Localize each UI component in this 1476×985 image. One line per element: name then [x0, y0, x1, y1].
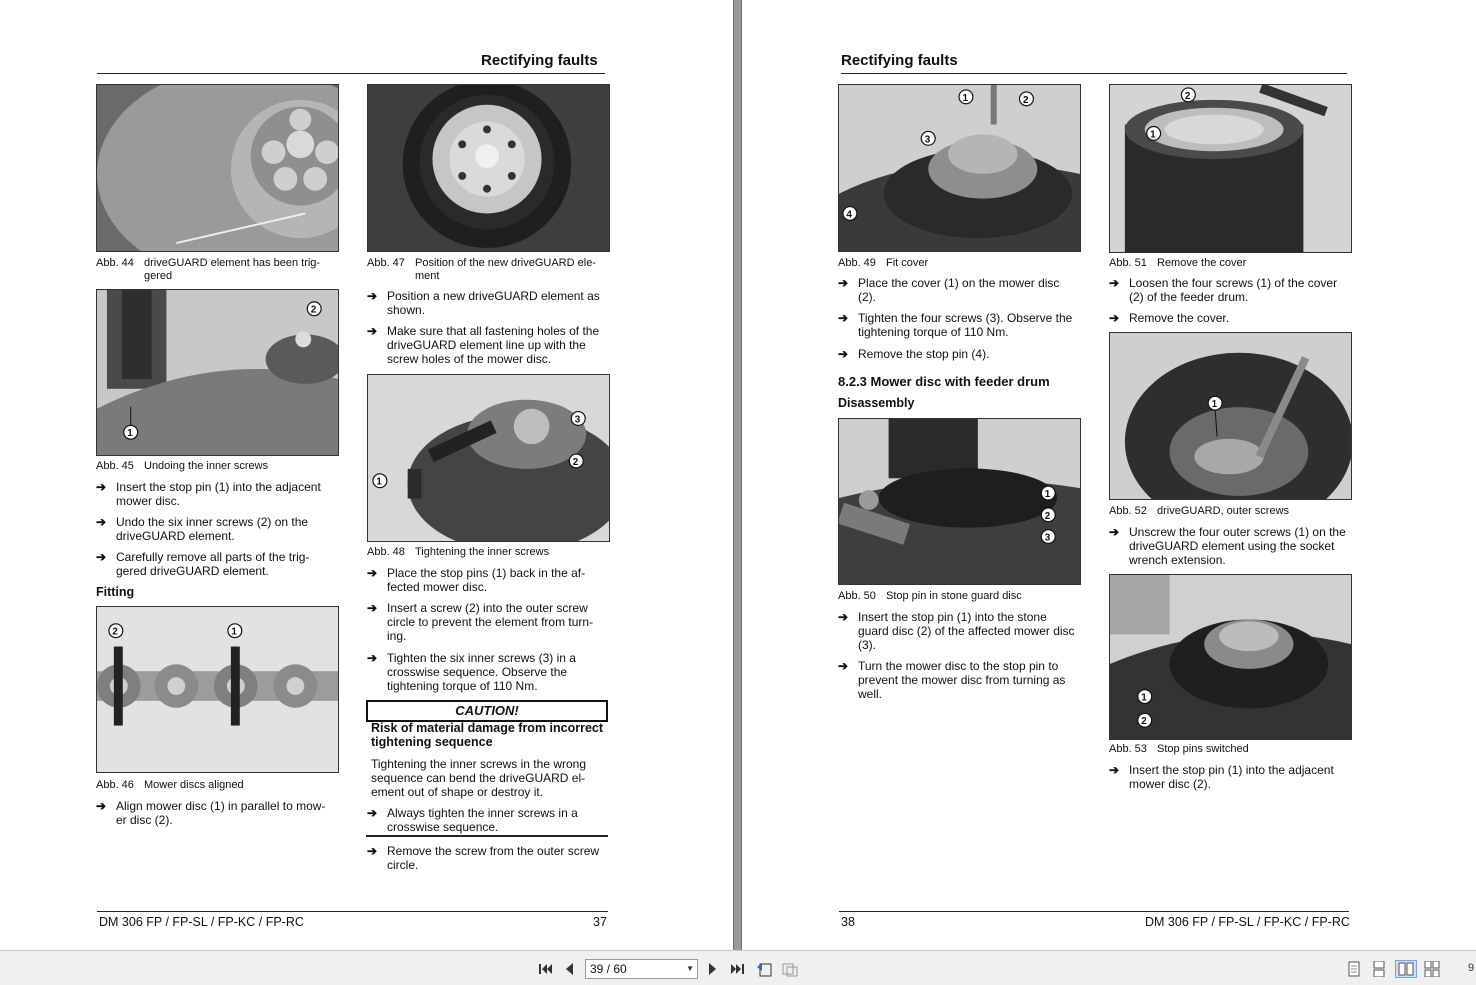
figure-45-caption — [96, 460, 336, 473]
figure-48-photo — [367, 374, 610, 542]
instruction-step: ➔ Turn the mower disc to the stop pin to prevent the mower disc from turning as well. — [838, 659, 1066, 701]
figure-53-photo — [1109, 574, 1352, 740]
instruction-step: ➔ Insert the stop pin (1) into the adjacent mower disc (2). — [1109, 763, 1334, 791]
figure-number: Abb. 46 — [96, 779, 134, 791]
header-rule — [841, 73, 1347, 74]
go-forward-view-icon — [782, 961, 798, 977]
subheading-disassembly: Disassembly — [838, 396, 915, 410]
figure-48-caption — [367, 546, 607, 559]
figure-46-caption — [96, 779, 336, 792]
figure-49-photo — [838, 84, 1081, 252]
page-indicator-text: 39 / 60 — [590, 962, 627, 976]
prev-page-icon — [565, 963, 575, 975]
callout-1: 1 — [1044, 489, 1051, 501]
previous-page-button[interactable] — [561, 960, 579, 978]
figure-title: Stop pins switched — [1157, 743, 1249, 755]
figure-title: Undoing the inner screws — [144, 460, 269, 472]
right-document-page — [742, 0, 1476, 950]
page-header-title: Rectifying faults — [841, 52, 958, 69]
callout-1: 1 — [1211, 399, 1218, 411]
figure-number: Abb. 45 — [96, 460, 134, 472]
figure-number: Abb. 47 — [367, 257, 405, 269]
figure-title: Position of the new driveGUARD ele-ment — [415, 257, 596, 282]
callout-1: 1 — [231, 626, 237, 638]
figure-52-caption — [1109, 505, 1349, 518]
caution-body: Tightening the inner screws in the wrong sequence can bend the driveGUARD el-ement out of shape or destroy it. — [371, 757, 587, 799]
callout-3: 3 — [574, 414, 581, 426]
subheading-fitting: Fitting — [96, 585, 135, 599]
figure-44-photo — [96, 84, 339, 252]
instruction-step: ➔ Undo the six inner screws (2) on the driveGUARD element. — [96, 515, 309, 543]
figure-title: Fit cover — [886, 257, 929, 269]
footer-rule — [839, 911, 1349, 912]
single-page-view-button[interactable] — [1345, 960, 1363, 978]
figure-47-caption — [367, 257, 607, 283]
footer-page-number: 38 — [841, 915, 855, 929]
section-heading: 8.2.3 Mower disc with feeder drum — [838, 374, 1050, 389]
callout-2: 2 — [1044, 510, 1051, 522]
left-document-page — [0, 0, 733, 950]
instruction-step: ➔ Place the cover (1) on the mower disc (2). — [838, 276, 1060, 304]
first-page-icon — [539, 963, 553, 975]
caution-instruction-step: ➔ Always tighten the inner screws in a crosswise sequence. — [367, 806, 578, 834]
callout-1: 1 — [1150, 129, 1156, 141]
footer-rule — [97, 911, 608, 912]
callout-1: 1 — [1141, 692, 1147, 704]
callout-3: 3 — [924, 134, 931, 146]
figure-title: Remove the cover — [1157, 257, 1247, 269]
figure-number: Abb. 44 — [96, 257, 134, 269]
figure-title: Mower discs aligned — [144, 779, 244, 791]
page-number-input[interactable] — [585, 959, 698, 979]
continuous-view-icon — [1373, 961, 1385, 977]
figure-title: driveGUARD, outer screws — [1157, 505, 1290, 517]
figure-number: Abb. 50 — [838, 590, 876, 602]
figure-52-photo — [1109, 332, 1352, 500]
callout-2: 2 — [1022, 94, 1029, 106]
figure-46-photo — [96, 606, 339, 773]
last-page-icon — [730, 963, 744, 975]
single-page-view-icon — [1348, 961, 1360, 977]
header-rule — [97, 73, 605, 74]
instruction-step: ➔ Remove the stop pin (4). — [838, 347, 990, 361]
figure-51-photo — [1109, 84, 1352, 253]
figure-number: Abb. 48 — [367, 546, 405, 558]
chevron-down-icon[interactable]: ▼ — [686, 964, 694, 973]
next-page-icon — [707, 963, 717, 975]
next-page-button[interactable] — [703, 960, 721, 978]
figure-53-caption — [1109, 743, 1349, 756]
instruction-step: ➔ Insert the stop pin (1) into the adjacent mower disc. — [96, 480, 321, 508]
callout-2: 2 — [310, 304, 317, 316]
continuous-facing-view-icon — [1424, 961, 1440, 977]
instruction-step: ➔ Carefully remove all parts of the trig-gered driveGUARD element. — [96, 550, 310, 578]
figure-title: Tightening the inner screws — [415, 546, 550, 558]
instruction-step: ➔ Unscrew the four outer screws (1) on the driveGUARD element using the socket wrench extension. — [1109, 525, 1346, 567]
figure-number: Abb. 51 — [1109, 257, 1147, 269]
callout-1: 1 — [376, 476, 382, 488]
caution-heading: Risk of material damage from incorrect tightening sequence — [371, 721, 604, 749]
figure-number: Abb. 52 — [1109, 505, 1147, 517]
caution-end-rule — [366, 835, 608, 837]
go-back-view-button[interactable] — [755, 960, 773, 978]
callout-3: 3 — [1044, 532, 1051, 544]
callout-2: 2 — [112, 626, 118, 638]
instruction-step: ➔ Tighten the six inner screws (3) in a crosswise sequence. Observe the tightening torque of 110 Nm. — [367, 651, 576, 693]
figure-50-photo — [838, 418, 1081, 585]
continuous-facing-view-button[interactable] — [1423, 960, 1441, 978]
figure-45-photo — [96, 289, 339, 456]
instruction-step: ➔ Align mower disc (1) in parallel to mow-er disc (2). — [96, 799, 326, 827]
caution-title-box: CAUTION! — [366, 700, 608, 722]
page-gutter — [733, 0, 742, 950]
instruction-step: ➔ Insert a screw (2) into the outer screw circle to prevent the element from turn-ing. — [367, 601, 594, 643]
figure-50-caption — [838, 590, 1078, 603]
figure-51-caption — [1109, 257, 1349, 270]
instruction-step: ➔ Make sure that all fastening holes of the driveGUARD element line up with the screw holes of the mower disc. — [367, 324, 600, 366]
page-header-title: Rectifying faults — [481, 52, 598, 69]
facing-pages-view-icon — [1398, 962, 1414, 976]
instruction-step: ➔ Remove the screw from the outer screw circle. — [367, 844, 600, 872]
instruction-step: ➔ Remove the cover. — [1109, 311, 1230, 325]
instruction-step: ➔ Tighten the four screws (3). Observe the tightening torque of 110 Nm. — [838, 311, 1073, 339]
callout-1: 1 — [962, 92, 968, 104]
first-page-button[interactable] — [537, 960, 555, 978]
callout-2: 2 — [572, 456, 579, 468]
figure-44-caption — [96, 257, 336, 283]
callout-1: 1 — [127, 428, 133, 440]
instruction-step: ➔ Loosen the four screws (1) of the cover (2) of the feeder drum. — [1109, 276, 1338, 304]
instruction-step: ➔ Insert the stop pin (1) into the stone guard disc (2) of the affected mower disc (3). — [838, 610, 1075, 652]
figure-number: Abb. 53 — [1109, 743, 1147, 755]
figure-title: driveGUARD element has been trig-gered — [144, 257, 321, 282]
continuous-view-button[interactable] — [1370, 960, 1388, 978]
instruction-step: ➔ Place the stop pins (1) back in the af-fected mower disc. — [367, 566, 586, 594]
viewer-toolbar — [0, 950, 1476, 985]
footer-model: DM 306 FP / FP-SL / FP-KC / FP-RC — [99, 915, 304, 929]
callout-2: 2 — [1141, 716, 1147, 728]
callout-2: 2 — [1184, 90, 1191, 102]
last-page-button[interactable] — [728, 960, 746, 978]
go-forward-view-button[interactable] — [781, 960, 799, 978]
instruction-step: ➔ Position a new driveGUARD element as shown. — [367, 289, 600, 317]
footer-page-number: 37 — [593, 915, 607, 929]
figure-title: Stop pin in stone guard disc — [886, 590, 1022, 602]
zoom-level-text[interactable]: 9 — [1468, 962, 1475, 974]
go-back-view-icon — [756, 961, 772, 977]
figure-number: Abb. 49 — [838, 257, 876, 269]
footer-model: DM 306 FP / FP-SL / FP-KC / FP-RC — [1145, 915, 1350, 929]
facing-pages-view-button[interactable] — [1395, 960, 1417, 978]
figure-49-caption — [838, 257, 1078, 270]
callout-4: 4 — [846, 209, 852, 221]
figure-47-photo — [367, 84, 610, 252]
